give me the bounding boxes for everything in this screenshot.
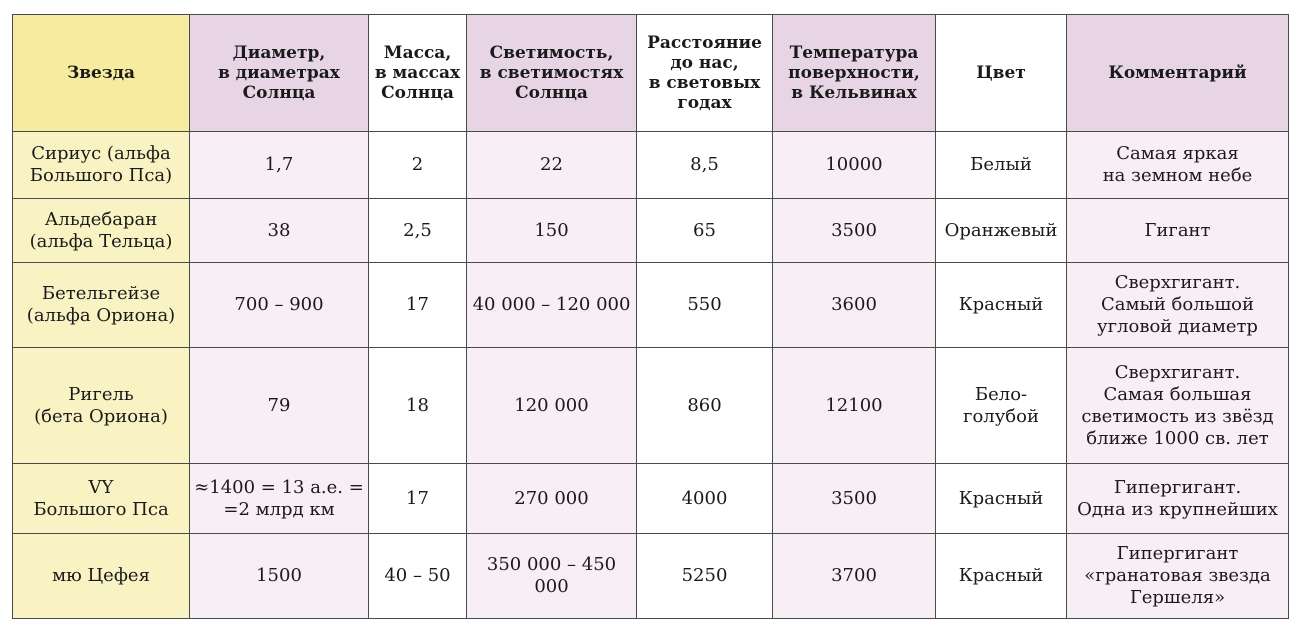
mass-cell: 2 — [369, 132, 467, 199]
color-cell: Бело- голубой — [936, 348, 1067, 464]
table-row — [13, 464, 1289, 534]
luminosity-cell: 22 — [467, 132, 637, 199]
temperature-cell: 3500 — [773, 199, 936, 263]
comment-cell: Гигант — [1067, 199, 1289, 263]
star-name-cell: Альдебаран (альфа Тельца) — [13, 199, 190, 263]
luminosity-cell: 120 000 — [467, 348, 637, 464]
comment-cell: Гипергигант. Одна из крупнейших — [1067, 464, 1289, 534]
distance-cell: 5250 — [637, 534, 773, 619]
table-row — [13, 199, 1289, 263]
header-comment: Комментарий — [1067, 15, 1289, 132]
star-name-cell: мю Цефея — [13, 534, 190, 619]
header-diameter: Диаметр, в диаметрах Солнца — [190, 15, 369, 132]
distance-cell: 4000 — [637, 464, 773, 534]
comment-cell: Самая яркая на земном небе — [1067, 132, 1289, 199]
comment-cell: Гипергигант «гранатовая звезда Гершеля» — [1067, 534, 1289, 619]
distance-cell: 8,5 — [637, 132, 773, 199]
color-cell: Белый — [936, 132, 1067, 199]
luminosity-cell: 350 000 – 450 000 — [467, 534, 637, 619]
header-mass: Масса, в массах Солнца — [369, 15, 467, 132]
mass-cell: 18 — [369, 348, 467, 464]
star-name-cell: Ригель (бета Ориона) — [13, 348, 190, 464]
mass-cell: 17 — [369, 263, 467, 348]
table-row — [13, 348, 1289, 464]
star-table — [12, 14, 1289, 619]
temperature-cell: 12100 — [773, 348, 936, 464]
star-name-cell: Сириус (альфа Большого Пса) — [13, 132, 190, 199]
header-star: Звезда — [13, 15, 190, 132]
mass-cell: 17 — [369, 464, 467, 534]
diameter-cell: 79 — [190, 348, 369, 464]
header-color: Цвет — [936, 15, 1067, 132]
star-name-cell: Бетельгейзе (альфа Ориона) — [13, 263, 190, 348]
color-cell: Красный — [936, 263, 1067, 348]
color-cell: Красный — [936, 534, 1067, 619]
temperature-cell: 3600 — [773, 263, 936, 348]
table-row — [13, 263, 1289, 348]
luminosity-cell: 150 — [467, 199, 637, 263]
comment-cell: Сверхгигант. Самый большой угловой диаметр — [1067, 263, 1289, 348]
star-name-cell: VY Большого Пса — [13, 464, 190, 534]
table-row — [13, 132, 1289, 199]
table-row — [13, 534, 1289, 619]
distance-cell: 65 — [637, 199, 773, 263]
star-table-container — [12, 14, 1289, 619]
diameter-cell: 1500 — [190, 534, 369, 619]
header-luminosity: Светимость, в светимостях Солнца — [467, 15, 637, 132]
luminosity-cell: 270 000 — [467, 464, 637, 534]
header-temperature: Температура поверхности, в Кельвинах — [773, 15, 936, 132]
distance-cell: 860 — [637, 348, 773, 464]
header-distance: Расстояние до нас, в световых годах — [637, 15, 773, 132]
comment-cell: Сверхгигант. Самая большая светимость из звёзд ближе 1000 св. лет — [1067, 348, 1289, 464]
distance-cell: 550 — [637, 263, 773, 348]
mass-cell: 40 – 50 — [369, 534, 467, 619]
table-header-row — [13, 15, 1289, 132]
temperature-cell: 3700 — [773, 534, 936, 619]
diameter-cell: ≈1400 = 13 а.е. = =2 млрд км — [190, 464, 369, 534]
color-cell: Красный — [936, 464, 1067, 534]
temperature-cell: 10000 — [773, 132, 936, 199]
diameter-cell: 1,7 — [190, 132, 369, 199]
mass-cell: 2,5 — [369, 199, 467, 263]
luminosity-cell: 40 000 – 120 000 — [467, 263, 637, 348]
diameter-cell: 38 — [190, 199, 369, 263]
temperature-cell: 3500 — [773, 464, 936, 534]
color-cell: Оранжевый — [936, 199, 1067, 263]
diameter-cell: 700 – 900 — [190, 263, 369, 348]
